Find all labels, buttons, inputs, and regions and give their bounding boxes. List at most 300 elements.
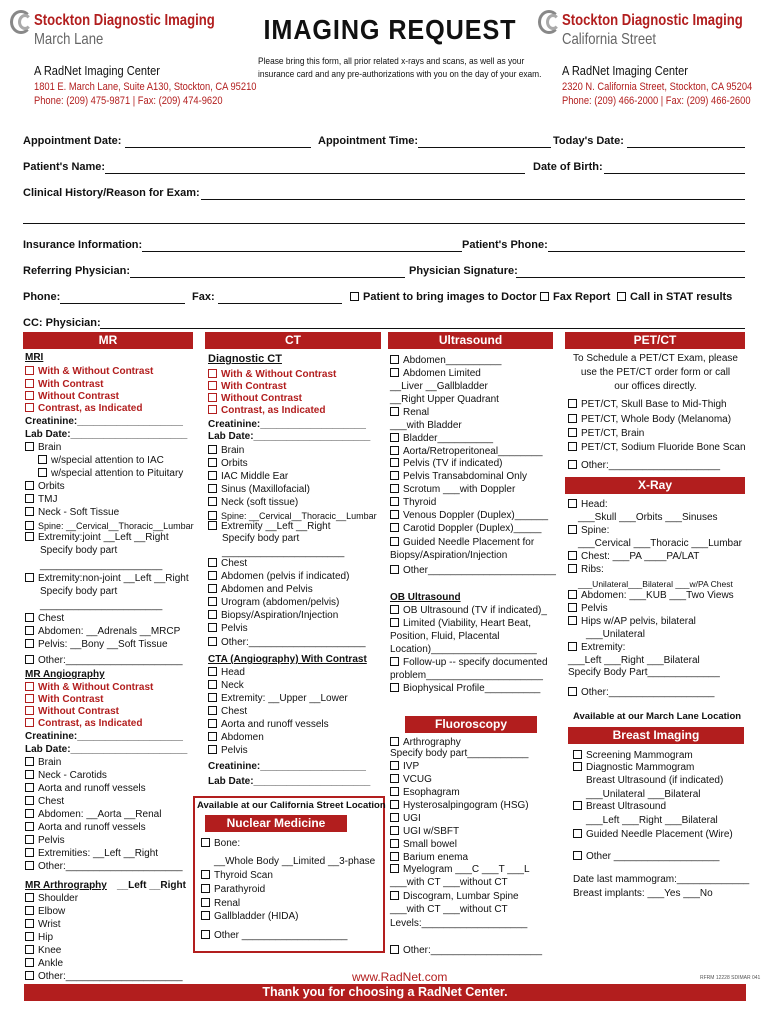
header-subtitle-1: Please bring this form, all prior related x-rays and scans, as well as your: [258, 56, 525, 67]
checkbox-icon[interactable]: [568, 642, 577, 651]
checkbox-icon[interactable]: [568, 616, 577, 625]
stat-option[interactable]: [617, 291, 732, 303]
checkbox-icon[interactable]: [25, 481, 34, 490]
ct-option[interactable]: With & Without Contrast: [208, 369, 336, 381]
mr-option[interactable]: Chest: [25, 796, 64, 808]
checkbox-icon[interactable]: [208, 637, 217, 646]
checkbox-icon[interactable]: [208, 381, 217, 390]
breast-suboption[interactable]: ___Left ___Right ___Bilateral: [586, 815, 718, 826]
xray-option[interactable]: Extremity:: [568, 642, 625, 654]
checkbox-icon[interactable]: [25, 861, 34, 870]
pet-option[interactable]: PET/CT, Sodium Fluoride Bone Scan: [568, 442, 746, 454]
breast-option[interactable]: Screening Mammogram: [573, 750, 693, 762]
mr-arthrography-side[interactable]: __Left __Right: [117, 880, 186, 891]
checkbox-icon[interactable]: [390, 774, 399, 783]
pet-option[interactable]: PET/CT, Whole Body (Melanoma): [568, 414, 731, 426]
nuclear-option[interactable]: Other ___________________: [201, 930, 347, 942]
fluoro-levels-field[interactable]: Levels:___________________: [390, 918, 528, 929]
ct-option[interactable]: Extremity __Left __Right: [208, 521, 331, 533]
phone-field[interactable]: [60, 303, 185, 304]
xray-suboption[interactable]: ___Cervical ___Thoracic ___Lumbar: [578, 538, 742, 549]
checkbox-icon[interactable]: [390, 800, 399, 809]
pet-option[interactable]: PET/CT, Brain: [568, 428, 644, 440]
pet-option[interactable]: PET/CT, Skull Base to Mid-Thigh: [568, 399, 727, 411]
checkbox-icon[interactable]: [208, 693, 217, 702]
checkbox-icon[interactable]: [390, 433, 399, 442]
us-option[interactable]: Aorta/Retroperitoneal________: [390, 446, 543, 458]
checkbox-icon[interactable]: [208, 405, 217, 414]
fluoro-option[interactable]: Hysterosalpingogram (HSG): [390, 800, 529, 812]
fluoro-option[interactable]: Arthrography: [390, 737, 461, 749]
checkbox-icon[interactable]: [25, 906, 34, 915]
xray-option[interactable]: Other:___________________: [568, 687, 714, 699]
ct-option[interactable]: Contrast, as Indicated: [208, 405, 325, 417]
checkbox-icon[interactable]: [390, 484, 399, 493]
bring-images-option[interactable]: [350, 291, 537, 303]
mr-option[interactable]: Knee: [25, 945, 61, 957]
xray-option[interactable]: Pelvis: [568, 603, 608, 615]
mr-specify-label: Specify body part: [40, 545, 118, 556]
checkbox-icon[interactable]: [568, 551, 577, 560]
us-option[interactable]: Bladder__________: [390, 433, 493, 445]
fluoro-option[interactable]: Discogram, Lumbar Spine: [390, 891, 519, 903]
us-option[interactable]: Follow-up -- specify documented: [390, 657, 548, 669]
phone-label: Phone:: [23, 291, 61, 303]
checkbox-icon[interactable]: [25, 919, 34, 928]
checkbox-icon[interactable]: [25, 366, 34, 375]
mr-option[interactable]: Brain: [25, 442, 61, 454]
pet-option[interactable]: Other:____________________: [568, 460, 720, 472]
checkbox-icon[interactable]: [201, 870, 210, 879]
checkbox-icon[interactable]: [208, 484, 217, 493]
checkbox-icon[interactable]: [568, 442, 577, 451]
mr-option[interactable]: With & Without Contrast: [25, 366, 153, 378]
checkbox-icon[interactable]: [540, 292, 549, 301]
mr-option[interactable]: With Contrast: [25, 694, 103, 706]
checkbox-icon[interactable]: [25, 494, 34, 503]
checkbox-icon[interactable]: [201, 884, 210, 893]
xray-option[interactable]: Hips w/AP pelvis, bilateral: [568, 616, 696, 628]
checkbox-icon[interactable]: [208, 571, 217, 580]
mr-labdate-field[interactable]: Lab Date:_____________________: [25, 744, 188, 755]
us-option[interactable]: Abdomen__________: [390, 355, 501, 367]
us-option[interactable]: Carotid Doppler (Duplex)_____: [390, 523, 541, 535]
ct-creatinine-field[interactable]: Creatinine:___________________: [208, 761, 366, 772]
fluoro-option[interactable]: Barium enema: [390, 852, 468, 864]
nuclear-option[interactable]: Bone:: [201, 838, 240, 850]
insurance-field[interactable]: [142, 251, 462, 252]
mr-option[interactable]: Aorta and runoff vessels: [25, 783, 146, 795]
checkbox-icon[interactable]: [25, 694, 34, 703]
checkbox-icon[interactable]: [208, 558, 217, 567]
nuclear-option[interactable]: Gallbladder (HIDA): [201, 911, 298, 923]
ct-option[interactable]: Without Contrast: [208, 393, 302, 405]
checkbox-icon[interactable]: [25, 848, 34, 857]
ct-option[interactable]: Abdomen: [208, 732, 264, 744]
checkbox-icon[interactable]: [25, 783, 34, 792]
checkbox-icon[interactable]: [390, 537, 399, 546]
checkbox-icon[interactable]: [573, 750, 582, 759]
checkbox-icon[interactable]: [25, 682, 34, 691]
fluoro-suboption[interactable]: ___with CT ___without CT: [390, 877, 508, 888]
mr-option[interactable]: Hip: [25, 932, 53, 944]
checkbox-icon[interactable]: [25, 971, 34, 980]
checkbox-icon[interactable]: [568, 428, 577, 437]
checkbox-icon[interactable]: [208, 497, 217, 506]
checkbox-icon[interactable]: [390, 852, 399, 861]
checkbox-icon[interactable]: [38, 455, 47, 464]
checkbox-icon[interactable]: [390, 458, 399, 467]
breast-option[interactable]: Other ___________________: [573, 851, 719, 863]
checkbox-icon[interactable]: [208, 584, 217, 593]
fluoro-option[interactable]: Esophagram: [390, 787, 460, 799]
checkbox-icon[interactable]: [390, 683, 399, 692]
fluoro-option[interactable]: Myelogram ___C ___T ___L: [390, 864, 530, 876]
mr-option[interactable]: Chest: [25, 613, 64, 625]
mr-option[interactable]: Other:_____________________: [25, 971, 183, 983]
checkbox-icon[interactable]: [25, 521, 34, 530]
mr-creatinine-field[interactable]: Creatinine:___________________: [25, 416, 183, 427]
appt-time-field[interactable]: [418, 147, 551, 148]
mr-option[interactable]: Neck - Soft Tissue: [25, 507, 119, 519]
us-option-cont: Biopsy/Aspiration/Injection: [390, 550, 508, 561]
xray-suboption[interactable]: ___Unilateral___Bilateral ___w/PA Chest: [578, 579, 733, 589]
checkbox-icon[interactable]: [25, 945, 34, 954]
checkbox-icon[interactable]: [573, 829, 582, 838]
checkbox-icon[interactable]: [25, 391, 34, 400]
us-suboption[interactable]: __Liver __Gallbladder: [390, 381, 488, 392]
checkbox-icon[interactable]: [390, 787, 399, 796]
checkbox-icon[interactable]: [25, 613, 34, 622]
fax-label: Fax:: [192, 291, 215, 303]
dob-field[interactable]: [604, 173, 745, 174]
ct-option[interactable]: Head: [208, 667, 245, 679]
ct-specify-field[interactable]: ______________________: [222, 547, 345, 558]
us-option[interactable]: Limited (Viability, Heart Beat,: [390, 618, 531, 630]
checkbox-icon[interactable]: [38, 468, 47, 477]
checkbox-icon[interactable]: [25, 932, 34, 941]
us-option[interactable]: Renal: [390, 407, 429, 419]
checkbox-icon[interactable]: [390, 565, 399, 574]
ct-option[interactable]: Abdomen and Pelvis: [208, 584, 313, 596]
nuclear-bone-options[interactable]: __Whole Body __Limited __3-phase: [214, 856, 376, 867]
ct-option[interactable]: With Contrast: [208, 381, 286, 393]
checkbox-icon[interactable]: [25, 835, 34, 844]
ct-option[interactable]: Neck: [208, 680, 244, 692]
xray-suboption[interactable]: ___Unilateral: [586, 629, 645, 640]
nuclear-option[interactable]: Parathyroid: [201, 884, 265, 896]
fluoro-option[interactable]: IVP: [390, 761, 419, 773]
checkbox-icon[interactable]: [25, 626, 34, 635]
checkbox-icon[interactable]: [568, 525, 577, 534]
checkbox-icon[interactable]: [201, 911, 210, 920]
mr-option[interactable]: Extremity:non-joint __Left __Right: [25, 573, 189, 585]
mr-option[interactable]: Other:_____________________: [25, 655, 183, 667]
checkbox-icon[interactable]: [208, 610, 217, 619]
xray-suboption[interactable]: ___Skull ___Orbits ___Sinuses: [578, 512, 718, 523]
ct-option[interactable]: Chest: [208, 706, 247, 718]
today-label: Today's Date:: [553, 135, 624, 147]
checkbox-icon[interactable]: [390, 813, 399, 822]
mr-option[interactable]: w/special attention to Pituitary: [38, 468, 183, 480]
checkbox-icon[interactable]: [208, 597, 217, 606]
us-option[interactable]: OB Ultrasound (TV if indicated)_: [390, 605, 547, 617]
us-option[interactable]: Abdomen Limited: [390, 368, 481, 380]
checkbox-icon[interactable]: [390, 945, 399, 954]
mr-option[interactable]: Wrist: [25, 919, 61, 931]
checkbox-icon[interactable]: [390, 737, 399, 746]
ct-option[interactable]: Abdomen (pelvis if indicated): [208, 571, 349, 583]
history-field-2[interactable]: [23, 223, 745, 224]
checkbox-icon[interactable]: [25, 639, 34, 648]
xray-option[interactable]: Abdomen: ___KUB ___Two Views: [568, 590, 734, 602]
checkbox-icon[interactable]: [390, 523, 399, 532]
checkbox-icon[interactable]: [25, 757, 34, 766]
checkbox-icon[interactable]: [208, 706, 217, 715]
mr-option[interactable]: Shoulder: [25, 893, 78, 905]
ct-labdate-field[interactable]: Lab Date:_____________________: [208, 776, 371, 787]
checkbox-icon[interactable]: [208, 458, 217, 467]
checkbox-icon[interactable]: [201, 930, 210, 939]
mr-option[interactable]: Without Contrast: [25, 706, 119, 718]
checkbox-icon[interactable]: [208, 745, 217, 754]
us-option-cont[interactable]: problem_____________________: [390, 670, 543, 681]
checkbox-icon[interactable]: [25, 655, 34, 664]
checkbox-icon[interactable]: [25, 706, 34, 715]
checkbox-icon[interactable]: [568, 687, 577, 696]
ct-option[interactable]: Biopsy/Aspiration/Injection: [208, 610, 338, 622]
xray-suboption[interactable]: ___Left ___Right ___Bilateral: [568, 655, 700, 666]
fluoro-suboption[interactable]: ___with CT ___without CT: [390, 904, 508, 915]
breast-suboption[interactable]: ___Unilateral ___Bilateral: [586, 789, 701, 800]
diagnostic-ct-heading: Diagnostic CT: [208, 353, 282, 365]
us-option-cont[interactable]: Location)___________________: [390, 644, 537, 655]
ct-option[interactable]: Other:_____________________: [208, 637, 366, 649]
checkbox-icon[interactable]: [208, 680, 217, 689]
mr-labdate-field[interactable]: Lab Date:_____________________: [25, 429, 188, 440]
checkbox-icon[interactable]: [25, 958, 34, 967]
checkbox-icon[interactable]: [208, 521, 217, 530]
checkbox-icon[interactable]: [25, 718, 34, 727]
checkbox-icon[interactable]: [390, 657, 399, 666]
fluoro-option[interactable]: Other:____________________: [390, 945, 542, 957]
breast-option[interactable]: Breast Ultrasound: [573, 801, 666, 813]
mr-option[interactable]: Extremities: __Left __Right: [25, 848, 158, 860]
checkbox-icon[interactable]: [390, 839, 399, 848]
breast-implants-field[interactable]: Breast implants: ___Yes ___No: [573, 888, 713, 899]
mr-option[interactable]: Extremity:joint __Left __Right: [25, 532, 169, 544]
checkbox-icon[interactable]: [573, 801, 582, 810]
ct-option[interactable]: IAC Middle Ear: [208, 471, 288, 483]
ct-creatinine-field[interactable]: Creatinine:___________________: [208, 419, 366, 430]
xray-specify-field[interactable]: Specify Body Part_____________: [568, 667, 720, 678]
mr-creatinine-field[interactable]: Creatinine:___________________: [25, 731, 183, 742]
us-suboption[interactable]: __Right Upper Quadrant: [390, 394, 499, 405]
mr-specify-field[interactable]: ______________________: [40, 600, 163, 611]
us-option[interactable]: Scrotum ___with Doppler: [390, 484, 515, 496]
mr-option[interactable]: Ankle: [25, 958, 63, 970]
checkbox-icon[interactable]: [208, 511, 217, 520]
xray-option[interactable]: Head:: [568, 499, 608, 511]
xray-option[interactable]: Chest: ___PA ____PA/LAT: [568, 551, 699, 563]
mr-option[interactable]: Abdomen: __Adrenals __MRCP: [25, 626, 180, 638]
ct-labdate-field[interactable]: Lab Date:_____________________: [208, 431, 371, 442]
signature-field[interactable]: [516, 277, 745, 278]
us-suboption[interactable]: ___with Bladder: [390, 420, 462, 431]
fluoro-option[interactable]: UGI w/SBFT: [390, 826, 459, 838]
mr-option[interactable]: Contrast, as Indicated: [25, 718, 142, 730]
checkbox-icon[interactable]: [617, 292, 626, 301]
nuclear-option[interactable]: Renal: [201, 898, 240, 910]
checkbox-icon[interactable]: [25, 507, 34, 516]
mr-option[interactable]: Neck - Carotids: [25, 770, 107, 782]
referring-field[interactable]: [130, 277, 405, 278]
breast-last-mammogram-field[interactable]: Date last mammogram:_____________: [573, 874, 750, 885]
checkbox-icon[interactable]: [25, 442, 34, 451]
mr-option[interactable]: With & Without Contrast: [25, 682, 153, 694]
mr-option[interactable]: Aorta and runoff vessels: [25, 822, 146, 834]
mr-header: MR: [23, 332, 193, 349]
mr-option[interactable]: With Contrast: [25, 379, 103, 391]
ct-option[interactable]: Spine: __Cervical__Thoracic__Lumbar: [208, 510, 377, 522]
mr-option[interactable]: Elbow: [25, 906, 65, 918]
checkbox-icon[interactable]: [25, 770, 34, 779]
mr-specify-field[interactable]: ______________________: [40, 560, 163, 571]
mr-option[interactable]: Pelvis: __Bony __Soft Tissue: [25, 639, 168, 651]
checkbox-icon[interactable]: [573, 762, 582, 771]
checkbox-icon[interactable]: [568, 603, 577, 612]
us-option[interactable]: Guided Needle Placement for: [390, 537, 534, 549]
checkbox-icon[interactable]: [568, 564, 577, 573]
checkbox-icon[interactable]: [25, 893, 34, 902]
right-site-location: California Street: [562, 31, 657, 48]
checkbox-icon[interactable]: [201, 838, 210, 847]
ct-option[interactable]: Neck (soft tissue): [208, 497, 298, 509]
checkbox-icon[interactable]: [390, 605, 399, 614]
checkbox-icon[interactable]: [573, 851, 582, 860]
ct-option[interactable]: Sinus (Maxillofacial): [208, 484, 310, 496]
history-field[interactable]: [201, 199, 745, 200]
checkbox-icon[interactable]: [390, 407, 399, 416]
today-field[interactable]: [627, 147, 745, 148]
checkbox-icon[interactable]: [25, 532, 34, 541]
checkbox-icon[interactable]: [208, 623, 217, 632]
signature-label: Physician Signature:: [409, 265, 518, 277]
ct-option[interactable]: Extremity: __Upper __Lower: [208, 693, 348, 705]
ct-option[interactable]: Pelvis: [208, 745, 248, 757]
cc-field[interactable]: [100, 328, 745, 329]
mr-arthrography-heading: MR Arthrography: [25, 880, 107, 891]
breast-option[interactable]: Diagnostic Mammogram: [573, 762, 694, 774]
mr-option[interactable]: TMJ: [25, 494, 57, 506]
checkbox-icon[interactable]: [25, 822, 34, 831]
ct-option[interactable]: Urogram (abdomen/pelvis): [208, 597, 339, 609]
ct-option[interactable]: Orbits: [208, 458, 248, 470]
fax-report-option[interactable]: [540, 291, 610, 303]
checkbox-icon[interactable]: [390, 618, 399, 627]
checkbox-icon[interactable]: [25, 796, 34, 805]
appt-date-field[interactable]: [125, 147, 311, 148]
checkbox-icon[interactable]: [25, 573, 34, 582]
checkbox-icon[interactable]: [390, 446, 399, 455]
mri-heading: MRI: [25, 352, 44, 363]
checkbox-icon[interactable]: [208, 471, 217, 480]
checkbox-icon[interactable]: [350, 292, 359, 301]
xray-option[interactable]: Spine:: [568, 525, 609, 537]
fluoroscopy-header: Fluoroscopy: [405, 716, 537, 733]
checkbox-icon[interactable]: [25, 403, 34, 412]
checkbox-icon[interactable]: [208, 732, 217, 741]
patient-name-field[interactable]: [105, 173, 525, 174]
fluoro-specify-field[interactable]: Specify body part___________: [390, 748, 529, 759]
us-option[interactable]: Venous Doppler (Duplex)______: [390, 510, 548, 522]
breast-option[interactable]: Guided Needle Placement (Wire): [573, 829, 733, 841]
mr-option[interactable]: Spine: __Cervical__Thoracic__Lumbar: [25, 520, 194, 532]
fluoro-option[interactable]: Small bowel: [390, 839, 457, 851]
checkbox-icon[interactable]: [390, 355, 399, 364]
checkbox-icon[interactable]: [390, 471, 399, 480]
mr-option[interactable]: Abdomen: __Aorta __Renal: [25, 809, 161, 821]
checkbox-icon[interactable]: [390, 497, 399, 506]
fluoro-option[interactable]: UGI: [390, 813, 421, 825]
us-option[interactable]: Pelvis (TV if indicated): [390, 458, 502, 470]
ct-option[interactable]: Chest: [208, 558, 247, 570]
patient-phone-field[interactable]: [548, 251, 745, 252]
checkbox-icon[interactable]: [568, 399, 577, 408]
checkbox-icon[interactable]: [390, 761, 399, 770]
ct-option[interactable]: Pelvis: [208, 623, 248, 635]
mr-option[interactable]: Other:_____________________: [25, 861, 183, 873]
checkbox-icon[interactable]: [390, 510, 399, 519]
checkbox-icon[interactable]: [208, 445, 217, 454]
checkbox-icon[interactable]: [25, 379, 34, 388]
us-option[interactable]: Other_______________________: [390, 565, 556, 577]
mr-option[interactable]: Orbits: [25, 481, 65, 493]
checkbox-icon[interactable]: [208, 667, 217, 676]
xray-option[interactable]: Ribs:: [568, 564, 604, 576]
mr-option[interactable]: Without Contrast: [25, 391, 119, 403]
checkbox-icon[interactable]: [568, 499, 577, 508]
mr-option[interactable]: Pelvis: [25, 835, 65, 847]
mr-option[interactable]: Brain: [25, 757, 61, 769]
ct-option[interactable]: Brain: [208, 445, 244, 457]
ct-option[interactable]: Aorta and runoff vessels: [208, 719, 329, 731]
checkbox-icon[interactable]: [568, 590, 577, 599]
fax-field[interactable]: [218, 303, 342, 304]
right-site-name: Stockton Diagnostic Imaging: [562, 12, 743, 29]
nuclear-option[interactable]: Thyroid Scan: [201, 870, 273, 882]
checkbox-icon[interactable]: [25, 809, 34, 818]
fluoro-option[interactable]: VCUG: [390, 774, 432, 786]
checkbox-icon[interactable]: [390, 864, 399, 873]
checkbox-icon[interactable]: [208, 369, 217, 378]
checkbox-icon[interactable]: [208, 393, 217, 402]
right-site-address: 2320 N. California Street, Stockton, CA 95204: [562, 81, 753, 93]
checkbox-icon[interactable]: [201, 898, 210, 907]
checkbox-icon[interactable]: [390, 891, 399, 900]
footer-url[interactable]: www.RadNet.com: [352, 970, 448, 984]
checkbox-icon[interactable]: [568, 414, 577, 423]
us-option[interactable]: Pelvis Transabdominal Only: [390, 471, 527, 483]
us-option[interactable]: Thyroid: [390, 497, 436, 509]
mr-option[interactable]: w/special attention to IAC: [38, 455, 164, 467]
checkbox-icon[interactable]: [390, 368, 399, 377]
checkbox-icon[interactable]: [390, 826, 399, 835]
mr-option[interactable]: Contrast, as Indicated: [25, 403, 142, 415]
us-option[interactable]: Biophysical Profile__________: [390, 683, 540, 695]
checkbox-icon[interactable]: [568, 460, 577, 469]
checkbox-icon[interactable]: [208, 719, 217, 728]
